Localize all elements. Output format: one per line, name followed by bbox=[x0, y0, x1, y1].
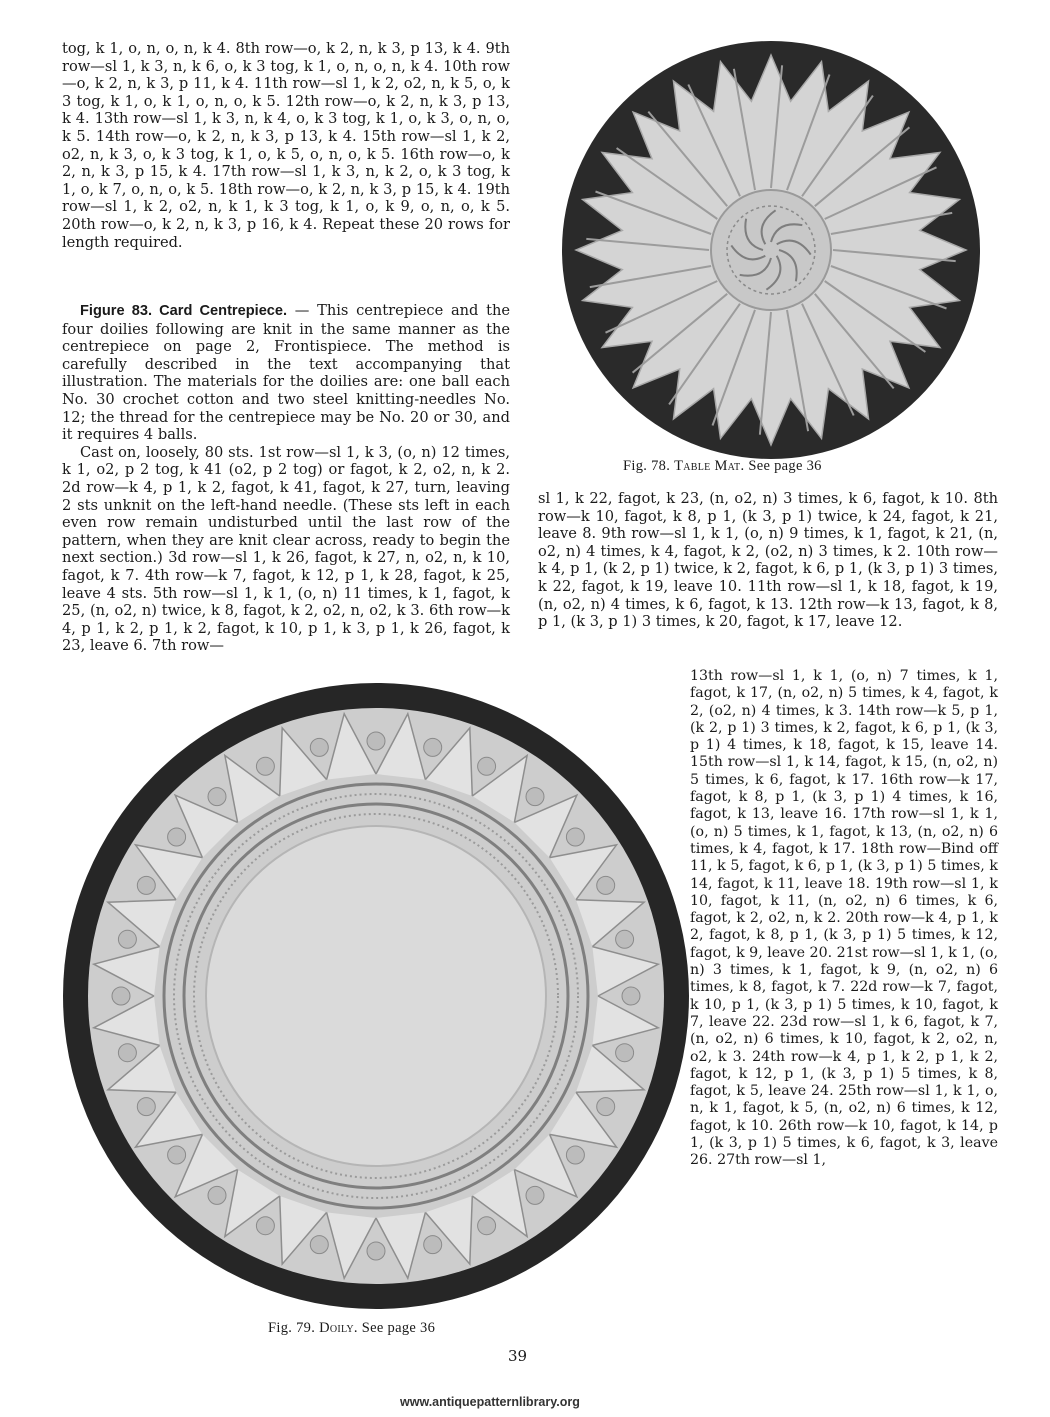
table-mat-photo bbox=[552, 40, 990, 460]
right-column-text-lower: 13th row—sl 1, k 1, (o, n) 7 times, k 1, fagot, k 17, (n, o2, n) 5 times, k 4, fagot, k 2, (o2, n) 4 times, k 3. 14th row—k 5, p 1, (k 2, p 1) 3 times, k 2, fagot, k 6, p 1, (k 3, p 1) 4 times, k 18, fagot, k 15, leave 14. 15th row—sl 1, k 14, fagot, k 15, (n, o2, n) 5 times, k 6, fagot, k 17. 16th row—k 17, fagot, k 8, p 1, (k 3, p 1) 4 times, k 16, fagot, k 13, leave 16. 17th row—sl 1, k 1, (o, n) 5 times, k 1, fagot, k 13, (n, o2, n) 6 times, k 4, fagot, k 17. 18th row—Bind off 11, k 5, fagot, k 6, p 1, (k 3, p 1) 5 times, k 14, fagot, k 11, leave 18. 19th row—sl 1, k 10, fagot, k 11, (n, o2, n) 6 times, k 6, fagot, k 2, o2, n, k 2. 20th row—k 4, p 1, k 2, fagot, k 8, p 1, (k 3, p 1) 5 times, k 12, fagot, k 9, leave 20. 21st row—sl 1, k 1, (o, n) 3 times, k 1, fagot, k 9, (n, o2, n) 6 times, k 8, fagot, k 7. 22d row—k 7, fagot, k 10, p 1, (k 3, p 1) 5 times, k 10, fagot, k 7, leave 22. 23d row—sl 1, k 6, fagot, k 7, (n, o2, n) 6 times, k 10, fagot, k 2, o2, n, o2, k 3. 24th row—k 4, p 1, k 2, p 1, k 2, fagot, k 12, p 1, (k 3, p 1) 5 times, k 8, fagot, k 5, leave 24. 25th row—sl 1, k 1, o, n, k 1, fagot, k 5, (n, o2, n) 6 times, k 12, fagot, k 10. 26th row—k 10, fagot, k 14, p 1, (k 3, p 1) 5 times, k 6, fagot, k 3, leave 26. 27th row—sl 1, bbox=[690, 668, 998, 1169]
page-number: 39 bbox=[508, 1347, 528, 1365]
figure-83-title: Figure 83. Card Centrepiece. bbox=[80, 303, 288, 319]
fig-78-caption bbox=[623, 458, 822, 475]
fig-79-caption bbox=[268, 1320, 435, 1337]
fig-78-ref: See page 36 bbox=[748, 458, 822, 474]
continued-pattern-text: tog, k 1, o, n, o, n, k 4. 8th row—o, k 2, n, k 3, p 13, k 4. 9th row—sl 1, k 3, n, k 6, o, k 3 tog, k 1, o, n, o, n, k 4. 10th row—o, k 2, n, k 3, p 11, k 4. 11th row—sl 1, k 2, o2, n, k 5, o, k 3 tog, k 1, o, k 1, o, n, o, k 5. 12th row—o, k 2, n, k 3, p 13, k 4. 13th row—sl 1, k 3, n, k 4, o, k 3 tog, k 1, o, k 3, o, n, o, k 5. 14th row—o, k 2, n, k 3, p 13, k 4. 15th row—sl 1, k 2, o2, n, k 3, o, k 3 tog, k 1, o, k 5, o, n, o, k 5. 16th row—o, k 2, n, k 3, p 15, k 4. 17th row—sl 1, k 3, n, k 2, o, k 3 tog, k 1, o, k 7, o, n, o, k 5. 18th row—o, k 2, n, k 3, p 15, k 4. 19th row—sl 1, k 2, o2, n, k 1, k 3 tog, k 1, o, k 9, o, n, o, k 5. 20th row—o, k 2, n, k 3, p 16, k 4. Repeat these 20 rows for length required. bbox=[62, 40, 510, 251]
fig-79-ref: See page 36 bbox=[361, 1320, 436, 1336]
figure-83-instructions: Cast on, loosely, 80 sts. 1st row—sl 1, k 3, (o, n) 12 times, k 1, o2, p 2 tog, k 41 (o2, p 2 tog) or fagot, k 2, o2, n, k 2. 2d row—k 4, p 1, k 2, fagot, k 41, fagot, k 27, turn, leaving 2 sts unknit on the left-hand needle. (These sts left in each even row remain undisturbed until the last row of the pattern, when they are knit clear across, ready to begin the next section.) 3d row—sl 1, k 26, fagot, k 27, n, o2, n, k 10, fagot, k 7. 4th row—k 7, fagot, k 12, p 1, k 28, fagot, k 25, leave 4 sts. 5th row—sl 1, k 1, (o, n) 11 times, k 1, fagot, k 25, (n, o2, n) twice, k 8, fagot, k 2, o2, n, o2, k 3. 6th row—k 4, p 1, k 2, p 1, k 2, fagot, k 10, p 1, k 3, p 1, k 26, fagot, k 23, leave 6. 7th row— bbox=[62, 443, 510, 655]
fig-78-label: Fig. 78. bbox=[623, 458, 671, 474]
fig-78-title: Table Mat. bbox=[674, 458, 745, 474]
fig-79-title: Doily. bbox=[319, 1320, 358, 1336]
fig-79-label: Fig. 79. bbox=[268, 1320, 316, 1336]
doily-photo bbox=[62, 682, 690, 1310]
figure-83-section bbox=[62, 302, 510, 655]
figure-83-intro: — This centrepiece and the four doilies following are knit in the same manner as the centrepiece on page 2, Frontispiece. The method is carefully described in the text accompanying that illustration. The materials for the doilies are: one ball each No. 30 crochet cotton and two steel knitting-needles No. 12; the thread for the centrepiece may be No. 20 or 30, and it requires 4 balls. bbox=[62, 302, 510, 444]
footer-url: www.antiquepatternlibrary.org bbox=[400, 1395, 580, 1409]
right-column-text-upper: sl 1, k 22, fagot, k 23, (n, o2, n) 3 times, k 6, fagot, k 10. 8th row—k 10, fagot, k 8, p 1, (k 3, p 1) twice, k 24, fagot, k 21, leave 8. 9th row—sl 1, k 1, (o, n) 9 times, k 1, fagot, k 21, (n, o2, n) 4 times, k 4, fagot, k 2, (o2, n) 3 times, k 2. 10th row—k 4, p 1, (k 2, p 1) twice, k 2, fagot, k 6, p 1, (k 3, p 1) 3 times, k 22, fagot, k 19, leave 10. 11th row—sl 1, k 18, fagot, k 19, (n, o2, n) 4 times, k 6, fagot, k 13. 12th row—k 13, fagot, k 8, p 1, (k 3, p 1) 3 times, k 20, fagot, k 17, leave 12. bbox=[538, 490, 998, 631]
